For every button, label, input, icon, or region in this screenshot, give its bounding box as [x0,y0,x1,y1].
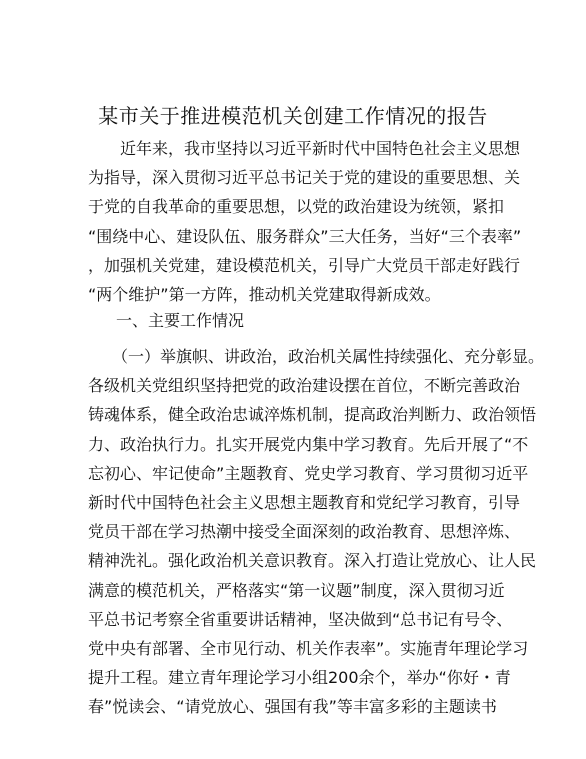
document-title: 某市关于推进模范机关创建工作情况的报告 [98,104,488,128]
text-line: 各级机关党组织坚持把党的政治建设摆在首位，不断完善政治 [88,376,521,396]
text-line: 平总书记考察全省重要讲话精神，坚决做到“总书记有号令、 [88,609,513,629]
body-paragraph [88,342,545,721]
text-line: 近年来，我市坚持以习近平新时代中国特色社会主义思想 [88,139,521,158]
text-line: 新时代中国特色社会主义思想主题教育和党纪学习教育，引导 [88,492,521,512]
text-line: 提升工程。建立青年理论学习小组200余个，举办“你好・青 [88,668,511,688]
text-line: “两个维护”第一方阵，推动机关党建取得新成效。 [88,284,441,304]
text-line: 力、政治执行力。扎实开展党内集中学习教育。先后开展了“不 [88,434,529,454]
section-heading: 一、主要工作情况 [116,311,245,330]
text-line: 党员干部在学习热潮中接受全面深刻的政治教育、思想淬炼、 [88,522,521,542]
text-line: 为指导，深入贯彻习近平总书记关于党的建设的重要思想、关 [88,168,521,188]
text-line: 春”悦读会、“请党放心、强国有我”等丰富多彩的主题读书 [88,697,497,717]
text-line: 铸魂体系，健全政治忠诚淬炼机制，提高政治判断力、政治领悟 [88,405,537,425]
text-line: 满意的模范机关，严格落实“第一议题”制度，深入贯彻习近 [88,580,505,600]
text-line: 精神洗礼。强化政治机关意识教育。深入打造让党放心、让人民 [88,551,537,571]
text-line: 忘初心、牢记使命”主题教育、党史学习教育、学习贯彻习近平 [88,463,529,483]
intro-paragraph [88,134,522,309]
text-line: 于党的自我革命的重要思想，以党的政治建设为统领，紧扣 [88,197,505,217]
text-line: （一）举旗帜、讲政治，政治机关属性持续强化、充分彰显。 [88,347,545,366]
text-line: “围绕中心、建设队伍、服务群众”三大任务，当好“三个表率” [88,226,522,246]
text-line: 党中央有部署、全市见行动、机关作表率”。实施青年理论学习 [88,638,529,658]
text-line: ，加强机关党建，建设模范机关，引导广大党员干部走好践行 [88,255,521,275]
